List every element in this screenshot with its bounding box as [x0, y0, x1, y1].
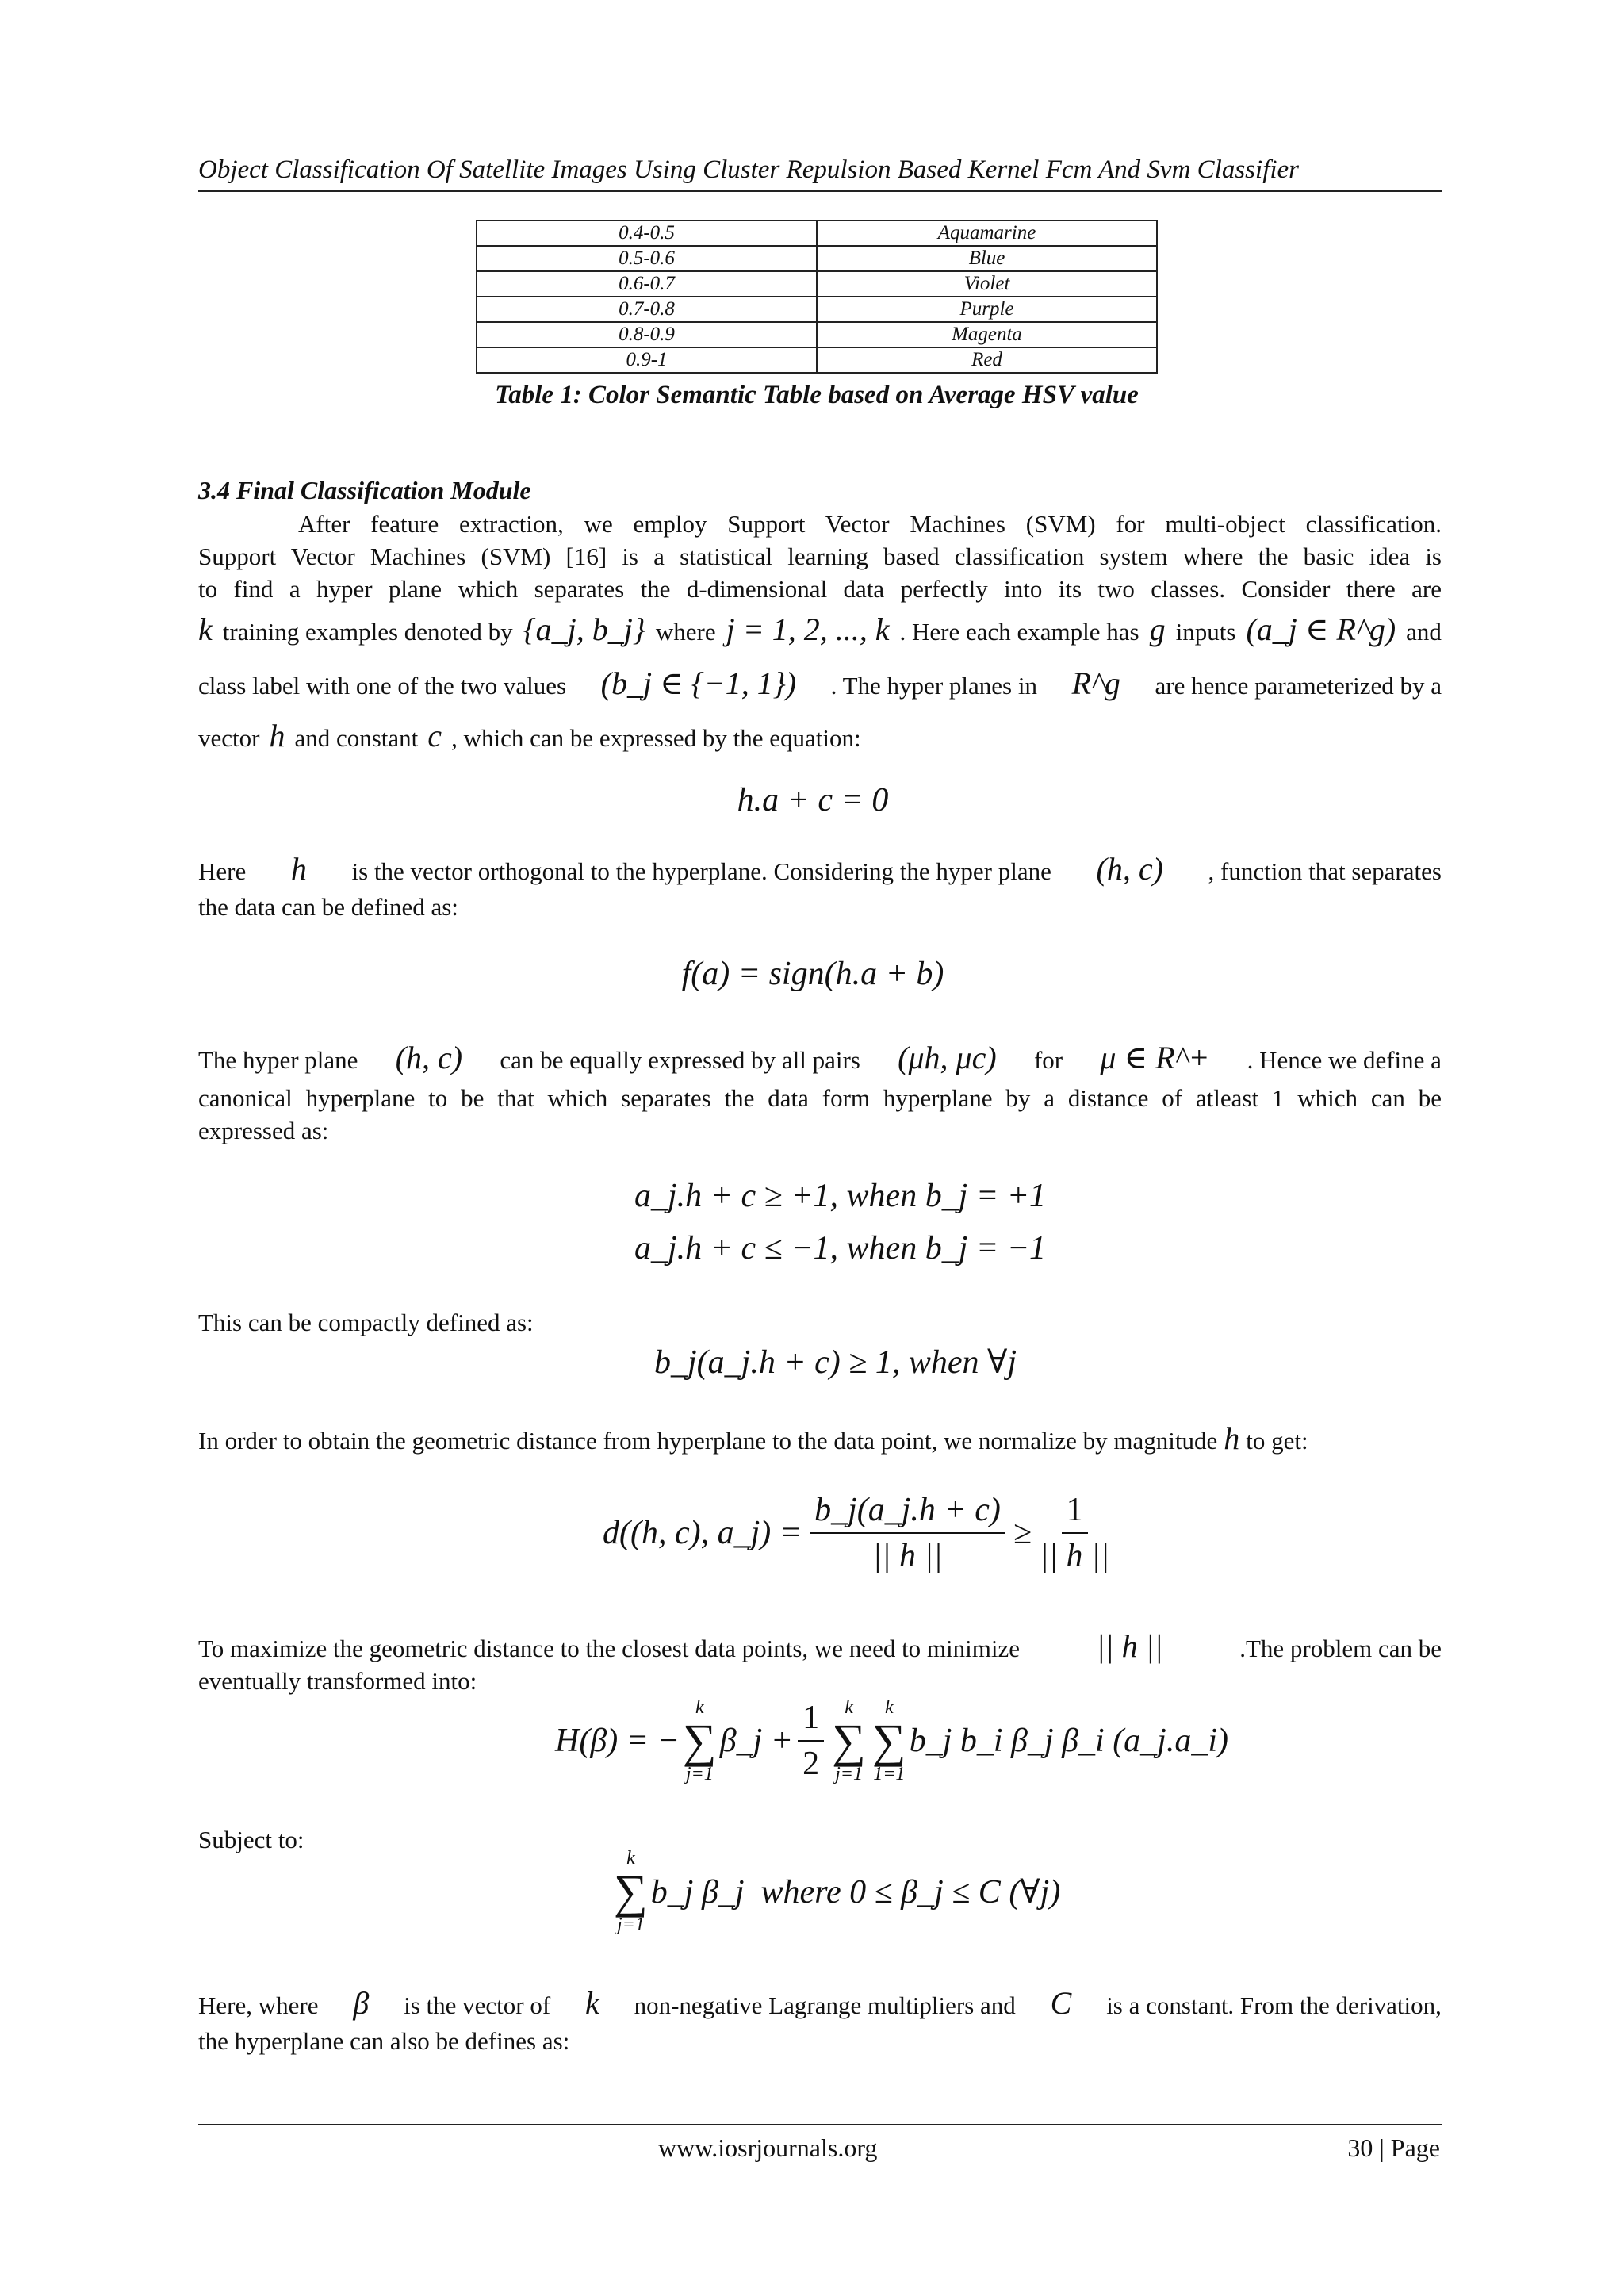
text-fragment: class label with one of the two values	[198, 672, 567, 700]
text-fragment: In order to obtain the geometric distance from hyperplane to the data point, we normalize by magnitude	[198, 1427, 1218, 1455]
text-fragment: To maximize the geometric distance to the closest data points, we need to minimize	[198, 1635, 1021, 1662]
equation-compact-constraint: b_j(a_j.h + c) ≥ 1, when ∀j	[654, 1344, 1017, 1381]
intro-paragraph	[198, 508, 1442, 605]
equation-hyperplane: h.a + c = 0	[737, 782, 889, 818]
math-label-values: (b_j ∈ {−1, 1})	[600, 665, 797, 701]
eq-term: β_j +	[719, 1723, 794, 1759]
footer-url: www.iosrjournals.org	[658, 2133, 878, 2162]
math-h: h	[269, 718, 285, 753]
sum-upper-limit: k	[695, 1697, 704, 1718]
text-line: canonical hyperplane to be that which separates the data form hyperplane by a distance of atleast 1 which can be	[198, 1084, 1442, 1112]
text-fragment: , function that separates	[1208, 857, 1442, 885]
text-fragment: is the vector orthogonal to the hyperplane. Considering the hyper plane	[351, 857, 1051, 885]
math-Rg: R^g	[1071, 665, 1120, 701]
math-pairs: (μh, μc)	[898, 1040, 997, 1075]
text-line-minimize	[198, 1627, 1442, 1665]
table-cell-range: 0.9-1	[477, 347, 817, 373]
text-fragment: is a constant. From the derivation,	[1106, 1991, 1442, 2019]
math-h: h	[1224, 1420, 1240, 1456]
text-line: This can be compactly defined as:	[198, 1309, 534, 1336]
text-line-lagrange	[198, 1984, 1442, 2022]
math-k: k	[585, 1985, 599, 2021]
sum-lower-limit: j=1	[835, 1764, 863, 1784]
text-fragment: . The hyper planes in	[830, 672, 1037, 700]
sum-lower-limit: j=1	[685, 1764, 714, 1784]
equation-dual-constraint	[611, 1848, 1060, 1935]
text-line: eventually transformed into:	[198, 1667, 477, 1695]
fraction-numerator: 1	[1062, 1491, 1088, 1534]
table-row	[477, 347, 1157, 373]
table-caption: Table 1: Color Semantic Table based on Average HSV value	[495, 381, 1139, 409]
text-fragment: Here	[198, 857, 247, 885]
table-cell-range: 0.6-0.7	[477, 271, 817, 297]
text-line: expressed as:	[198, 1117, 329, 1144]
text-line: After feature extraction, we employ Support Vector Machines (SVM) for multi-object classification.	[298, 510, 1442, 538]
table-cell-color: Aquamarine	[817, 220, 1157, 246]
text-line: Subject to:	[198, 1826, 304, 1853]
text-fragment: and	[1406, 618, 1442, 646]
running-title: Object Classification Of Satellite Images Using Cluster Repulsion Based Kernel Fcm And Svm Classifier	[198, 155, 1300, 184]
fraction-denominator: || h ||	[1039, 1538, 1110, 1574]
table-cell-range: 0.4-0.5	[477, 220, 817, 246]
math-c: c	[427, 718, 442, 753]
text-fragment: non-negative Lagrange multipliers and	[634, 1991, 1016, 2019]
text-fragment: for	[1033, 1046, 1063, 1074]
table-row	[477, 246, 1157, 271]
sum-upper-limit: k	[884, 1697, 894, 1718]
eq-term: b_j b_i β_j β_i (a_j.a_i)	[909, 1723, 1229, 1759]
fraction-denominator: || h ||	[872, 1538, 943, 1574]
table-cell-color: Purple	[817, 297, 1157, 322]
math-g: g	[1149, 611, 1166, 647]
text-fragment: to get:	[1246, 1427, 1308, 1455]
text-fragment: . Here each example has	[899, 618, 1139, 646]
text-line-vector	[198, 717, 1442, 754]
fraction-denominator: 2	[802, 1746, 820, 1782]
summation	[872, 1697, 906, 1784]
table-cell-color: Blue	[817, 246, 1157, 271]
color-semantic-table	[476, 220, 1158, 374]
table-cell-range: 0.5-0.6	[477, 246, 817, 271]
summation	[614, 1848, 648, 1935]
math-hc: (h, c)	[395, 1040, 463, 1075]
text-line: to find a hyper plane which separates the d-dimensional data perfectly into its two classes. Consider there are	[198, 575, 1442, 603]
table-row	[477, 297, 1157, 322]
section-heading: 3.4 Final Classification Module	[198, 476, 531, 504]
table-row	[477, 271, 1157, 297]
fraction	[1040, 1491, 1109, 1575]
sum-lower-limit: j=1	[616, 1915, 645, 1935]
sigma-symbol: ∑	[871, 1715, 906, 1767]
text-fragment: The hyper plane	[198, 1046, 358, 1074]
math-set: {a_j, b_j}	[523, 611, 645, 647]
math-k: k	[198, 611, 213, 647]
eq-relation: ≥	[1013, 1515, 1032, 1551]
table-cell-color: Violet	[817, 271, 1157, 297]
text-fragment: Here, where	[198, 1991, 319, 2019]
fraction	[798, 1699, 824, 1783]
table-cell-color: Magenta	[817, 322, 1157, 347]
math-index-range: j = 1, 2, ..., k	[726, 611, 890, 647]
sum-upper-limit: k	[845, 1697, 853, 1718]
fraction-numerator: b_j(a_j.h + c)	[810, 1491, 1005, 1534]
text-fragment: where	[655, 618, 716, 646]
text-fragment: .The problem can be	[1239, 1635, 1442, 1662]
text-line: Support Vector Machines (SVM) [16] is a statistical learning based classification system where the basic idea is	[198, 542, 1442, 570]
text-line: the hyperplane can also be defines as:	[198, 2027, 570, 2055]
text-line-normalize	[198, 1420, 1442, 1457]
eq-lhs: H(β) = −	[555, 1723, 680, 1759]
equation-geometric-distance	[603, 1491, 1117, 1575]
math-beta: β	[353, 1985, 370, 2021]
equation-dual-objective	[555, 1697, 1228, 1784]
summation	[832, 1697, 866, 1784]
sum-lower-limit: 1=1	[873, 1764, 906, 1784]
text-line-training-examples	[198, 611, 1442, 648]
math-h: h	[290, 851, 307, 887]
footer-page-number: 30 | Page	[1347, 2133, 1440, 2162]
eq-lhs: d((h, c), a_j) =	[603, 1515, 802, 1551]
text-line-class-label	[198, 665, 1442, 702]
header-rule	[198, 190, 1442, 192]
text-fragment: , which can be expressed by the equation:	[451, 724, 861, 752]
math-inputs: (a_j ∈ R^g)	[1246, 611, 1396, 647]
text-fragment: . Hence we define a	[1247, 1046, 1442, 1074]
table-cell-range: 0.8-0.9	[477, 322, 817, 347]
math-mu: μ ∈ R^+	[1100, 1040, 1210, 1075]
sum-upper-limit: k	[626, 1848, 635, 1869]
canonical-paragraph	[198, 1082, 1442, 1147]
math-hc: (h, c)	[1096, 851, 1163, 887]
sigma-symbol: ∑	[682, 1715, 717, 1767]
footer-rule	[198, 2124, 1442, 2125]
summation	[683, 1697, 717, 1784]
sigma-symbol: ∑	[832, 1715, 866, 1767]
text-line-pairs	[198, 1039, 1442, 1076]
math-norm-h: || h ||	[1096, 1628, 1163, 1664]
text-fragment: are hence parameterized by a	[1155, 672, 1442, 700]
text-fragment: is the vector of	[404, 1991, 551, 2019]
text-fragment: inputs	[1175, 618, 1236, 646]
text-fragment: vector	[198, 724, 260, 752]
text-fragment: training examples denoted by	[222, 618, 513, 646]
table-cell-color: Red	[817, 347, 1157, 373]
sigma-symbol: ∑	[614, 1865, 648, 1918]
equation-constraint-positive: a_j.h + c ≥ +1, when b_j = +1	[634, 1178, 1047, 1214]
text-line: the data can be defined as:	[198, 893, 458, 921]
text-fragment: and constant	[294, 724, 419, 752]
math-C: C	[1050, 1985, 1072, 2021]
fraction-numerator: 1	[798, 1699, 824, 1742]
table-row	[477, 322, 1157, 347]
fraction	[810, 1491, 1005, 1575]
table-cell-range: 0.7-0.8	[477, 297, 817, 322]
table-row	[477, 220, 1157, 246]
text-fragment: can be equally expressed by all pairs	[500, 1046, 860, 1074]
equation-constraint-negative: a_j.h + c ≤ −1, when b_j = −1	[634, 1230, 1047, 1267]
text-line-orthogonal	[198, 850, 1442, 887]
equation-decision-function: f(a) = sign(h.a + b)	[681, 956, 944, 992]
eq-term: b_j β_j where 0 ≤ β_j ≤ C (∀j)	[650, 1874, 1061, 1911]
